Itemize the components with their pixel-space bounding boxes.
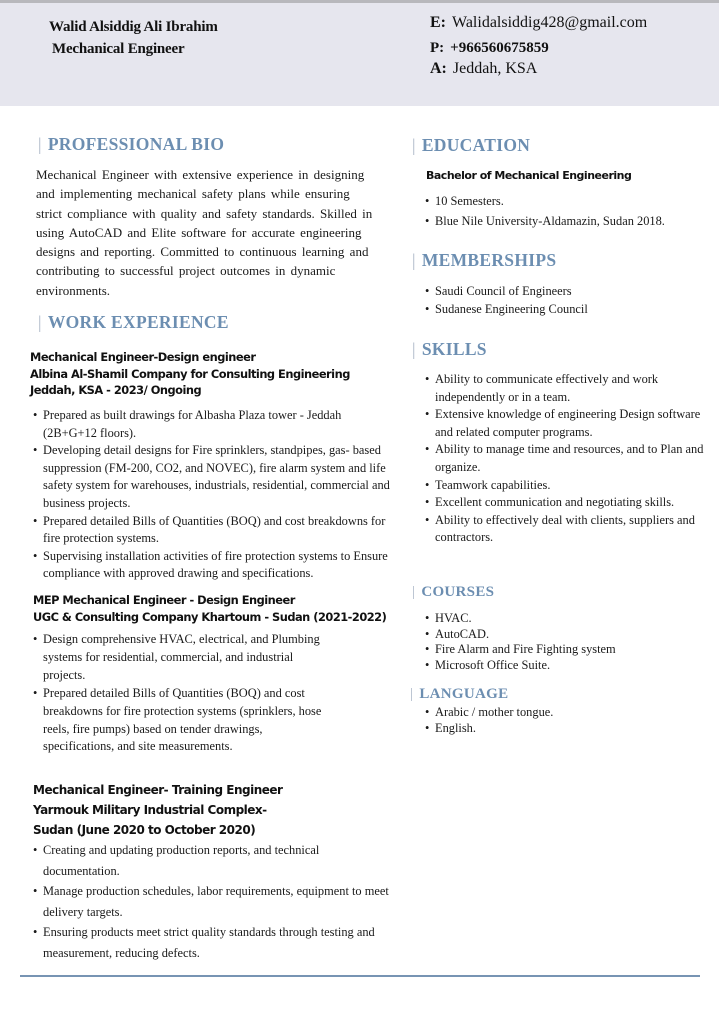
section-heading-skills bbox=[412, 339, 487, 360]
memberships-list bbox=[425, 282, 705, 318]
candidate-title: Mechanical Engineer bbox=[52, 41, 185, 57]
job-company: UGC & Consulting Company Khartoum - Sudan (2021-2022) bbox=[33, 609, 387, 624]
heading-text: PROFESSIONAL BIO bbox=[47, 134, 225, 154]
section-heading-work bbox=[38, 312, 229, 333]
list-item: • Ability to communicate effectively and work independently or in a team. bbox=[425, 371, 710, 406]
list-item: • Microsoft Office Suite. bbox=[425, 658, 710, 674]
heading-bar: | bbox=[38, 312, 42, 332]
list-item: • Manage production schedules, labor requirements, equipment to meet delivery targets. bbox=[33, 881, 393, 922]
job-1-bullets bbox=[33, 407, 393, 583]
phone-label: P: bbox=[430, 40, 445, 56]
section-heading-memberships bbox=[412, 250, 556, 271]
skills-list bbox=[425, 371, 710, 547]
education-items bbox=[425, 192, 705, 232]
contact-phone bbox=[430, 40, 549, 57]
list-item: • Saudi Council of Engineers bbox=[425, 282, 705, 300]
job-period: Jeddah, KSA - 2023/ Ongoing bbox=[30, 383, 202, 397]
list-item: • AutoCAD. bbox=[425, 627, 710, 643]
section-heading-courses bbox=[412, 584, 494, 601]
job-3-bullets bbox=[33, 840, 393, 963]
job-company: Yarmouk Military Industrial Complex- bbox=[33, 803, 267, 817]
job-3-header bbox=[33, 780, 282, 840]
section-heading-education bbox=[412, 135, 530, 156]
list-item: • Prepared detailed Bills of Quantities (BOQ) and cost breakdowns for fire protection systems. bbox=[33, 513, 393, 548]
list-item: • Creating and updating production reports, and technical documentation. bbox=[33, 840, 393, 881]
bio-text: Mechanical Engineer with extensive experience in designing and implementing mechanical safety plans while ensuring strict compliance with quality and safety standards. Skilled in using AutoCAD and Elite software for accurate engineering designs and reporting. Committed to continuous learning and contributing to successful project outcomes in dynamic environments. bbox=[36, 167, 373, 298]
heading-bar: | bbox=[412, 339, 416, 359]
job-period: Sudan (June 2020 to October 2020) bbox=[33, 823, 256, 837]
education-degree: Bachelor of Mechanical Engineering bbox=[426, 169, 632, 182]
heading-bar: | bbox=[38, 134, 42, 154]
section-heading-bio bbox=[38, 134, 224, 155]
list-item: • Ability to manage time and resources, and to Plan and organize. bbox=[425, 441, 710, 476]
heading-text: SKILLS bbox=[421, 339, 487, 359]
heading-text: WORK EXPERIENCE bbox=[47, 312, 229, 332]
heading-bar: | bbox=[412, 135, 416, 155]
list-item: • Teamwork capabilities. bbox=[425, 477, 710, 495]
job-title: Mechanical Engineer-Design engineer bbox=[30, 350, 256, 364]
footer-divider bbox=[20, 975, 700, 977]
resume-header bbox=[0, 3, 719, 106]
list-item: • Prepared as built drawings for Albasha Plaza tower - Jeddah (2B+G+12 floors). bbox=[33, 407, 393, 442]
address-value: Jeddah, KSA bbox=[452, 60, 538, 77]
job-2-bullets bbox=[33, 631, 333, 756]
heading-text: COURSES bbox=[421, 584, 495, 600]
list-item: • Prepared detailed Bills of Quantities (BOQ) and cost breakdowns for fire protection systems (sprinklers, hose reels, fire pumps) based on tender drawings, specifications, and site measurements. bbox=[33, 685, 333, 757]
list-item: • English. bbox=[425, 721, 710, 737]
language-list bbox=[425, 705, 710, 736]
list-item: • HVAC. bbox=[425, 611, 710, 627]
job-title: Mechanical Engineer- Training Engineer bbox=[33, 783, 283, 797]
list-item: • Arabic / mother tongue. bbox=[425, 705, 710, 721]
list-item: • Blue Nile University-Aldamazin, Sudan 2018. bbox=[425, 212, 705, 231]
candidate-name: Walid Alsiddig Ali Ibrahim bbox=[49, 19, 218, 35]
list-item: • Excellent communication and negotiating skills. bbox=[425, 494, 710, 512]
list-item: • Ensuring products meet strict quality standards through testing and measurement, reducing defects. bbox=[33, 922, 393, 963]
job-2-header bbox=[33, 592, 386, 625]
list-item: • Design comprehensive HVAC, electrical, and Plumbing systems for residential, commercial, and industrial projects. bbox=[33, 631, 333, 685]
list-item: • Fire Alarm and Fire Fighting system bbox=[425, 642, 710, 658]
job-title: MEP Mechanical Engineer - Design Engineer bbox=[33, 593, 295, 607]
list-item: • 10 Semesters. bbox=[425, 192, 705, 211]
list-item: • Developing detail designs for Fire sprinklers, standpipes, gas- based suppression (FM-200, CO2, and NOVEC), fire alarm system and life safety system for warehouses, industrials, residential, commercial and business projects. bbox=[33, 442, 393, 512]
email-value[interactable]: Walidalsiddig428@gmail.com bbox=[452, 14, 648, 31]
list-item: • Supervising installation activities of fire protection systems to Ensure compliance with approved drawing and specifications. bbox=[33, 548, 393, 583]
phone-value: +966560675859 bbox=[450, 40, 549, 56]
contact-email bbox=[430, 14, 647, 32]
job-1-header bbox=[30, 349, 350, 399]
heading-bar: | bbox=[412, 250, 416, 270]
courses-list bbox=[425, 611, 710, 674]
heading-bar: | bbox=[412, 584, 416, 600]
email-label: E: bbox=[430, 14, 446, 31]
list-item: • Ability to effectively deal with clients, suppliers and contractors. bbox=[425, 512, 710, 547]
list-item: • Extensive knowledge of engineering Design software and related computer programs. bbox=[425, 406, 710, 441]
heading-text: LANGUAGE bbox=[419, 686, 509, 702]
contact-address bbox=[430, 60, 537, 78]
heading-text: MEMBERSHIPS bbox=[421, 250, 557, 270]
heading-bar: | bbox=[410, 686, 414, 702]
address-label: A: bbox=[430, 60, 447, 77]
section-heading-language bbox=[410, 686, 508, 703]
job-company: Albina Al-Shamil Company for Consulting Engineering bbox=[30, 366, 350, 381]
list-item: • Sudanese Engineering Council bbox=[425, 300, 705, 318]
heading-text: EDUCATION bbox=[421, 135, 531, 155]
